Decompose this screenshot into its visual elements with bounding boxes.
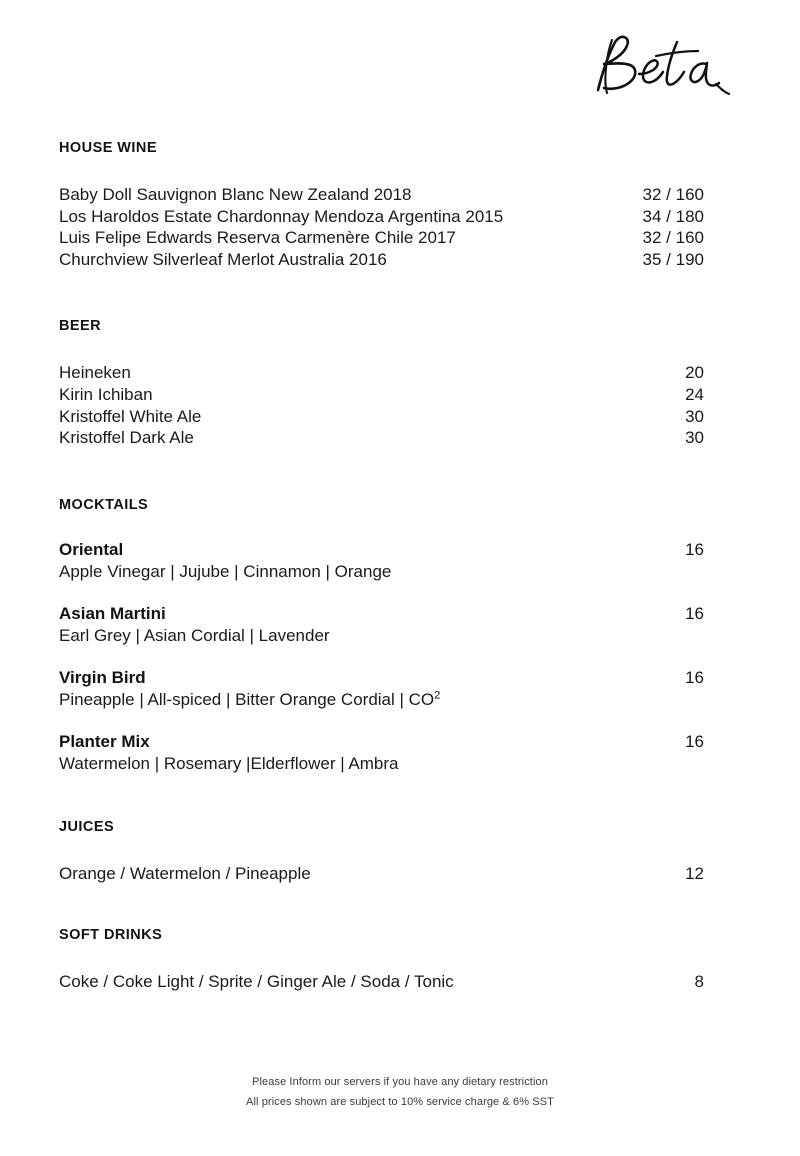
item-text [59, 731, 632, 775]
menu-row [59, 427, 704, 449]
item-name: Kirin Ichiban [59, 384, 153, 404]
item-price: 8 [694, 972, 704, 992]
section-title-beer: BEER [59, 318, 102, 335]
item-price: 16 [685, 603, 704, 623]
menu-row [59, 362, 704, 384]
menu-row [59, 731, 704, 775]
item-list-soft-drinks [59, 971, 704, 993]
section-beer [59, 318, 704, 448]
item-list-juices [59, 863, 704, 885]
section-title-juices: JUICES [59, 818, 115, 835]
item-text [59, 539, 632, 583]
menu-row [59, 667, 704, 711]
item-name: Kristoffel Dark Ale [59, 428, 194, 448]
item-list-beer [59, 362, 704, 448]
item-price: 16 [685, 731, 704, 751]
item-name: Baby Doll Sauvignon Blanc New Zealand 2018 [59, 185, 412, 204]
item-name: Heineken [59, 363, 131, 383]
item-name: Kristoffel White Ale [59, 406, 202, 426]
menu-row [59, 603, 704, 647]
item-description-text: Pineapple | All-spiced | Bitter Orange Cordial | CO [59, 689, 435, 709]
item-name: Los Haroldos Estate Chardonnay Mendoza Argentina 2015 [59, 206, 504, 226]
item-price: 32 / 160 [642, 185, 704, 204]
item-price: 16 [685, 667, 704, 687]
menu-row [59, 227, 704, 249]
section-soft-drinks [59, 927, 704, 993]
item-price: 35 / 190 [642, 249, 704, 269]
menu-row [59, 249, 704, 271]
item-description: Watermelon | Rosemary |Elderflower | Ambra [59, 753, 399, 773]
menu-row [59, 384, 704, 406]
section-juices [59, 819, 704, 885]
menu-row [59, 406, 704, 428]
section-title-house-wine: HOUSE WINE [59, 140, 157, 156]
item-list-house-wine [59, 184, 704, 270]
menu-row [59, 863, 704, 885]
item-description [59, 689, 632, 711]
item-description: Apple Vinegar | Jujube | Cinnamon | Orange [59, 561, 392, 581]
section-title-soft-drinks: SOFT DRINKS [59, 927, 163, 944]
item-price: 24 [685, 384, 704, 404]
footer-disclaimer [0, 1072, 800, 1112]
item-price: 30 [685, 428, 704, 448]
menu-row [59, 971, 704, 993]
footer-line-charges: All prices shown are subject to 10% service charge & 6% SST [246, 1096, 554, 1108]
menu-row [59, 539, 704, 583]
item-name: Coke / Coke Light / Sprite / Ginger Ale / Soda / Tonic [59, 972, 454, 992]
item-price: 30 [685, 406, 704, 426]
co2-superscript: 2 [434, 689, 441, 702]
item-text [59, 667, 632, 711]
item-name: Oriental [59, 539, 124, 559]
item-name: Orange / Watermelon / Pineapple [59, 863, 311, 883]
item-price: 20 [685, 363, 704, 383]
item-text [59, 603, 632, 647]
item-price: 16 [685, 539, 704, 559]
section-mocktails [59, 497, 704, 775]
item-price: 34 / 180 [642, 206, 704, 226]
section-house-wine [59, 140, 704, 270]
footer-line-dietary: Please Inform our servers if you have any dietary restriction [252, 1076, 548, 1088]
item-name: Churchview Silverleaf Merlot Australia 2016 [59, 249, 387, 269]
item-name: Planter Mix [59, 731, 150, 751]
beta-logo [582, 26, 742, 106]
menu-content [59, 140, 704, 993]
section-title-mocktails: MOCKTAILS [59, 496, 149, 513]
item-name: Luis Felipe Edwards Reserva Carmenère Chile 2017 [59, 228, 456, 248]
item-price: 12 [685, 863, 704, 883]
item-description: Earl Grey | Asian Cordial | Lavender [59, 625, 330, 645]
beta-script-wordmark-icon [582, 26, 742, 106]
item-list-mocktails [59, 539, 704, 775]
menu-row [59, 184, 704, 206]
item-name: Virgin Bird [59, 667, 146, 687]
menu-row [59, 206, 704, 228]
item-name: Asian Martini [59, 603, 166, 623]
item-price: 32 / 160 [642, 228, 704, 248]
